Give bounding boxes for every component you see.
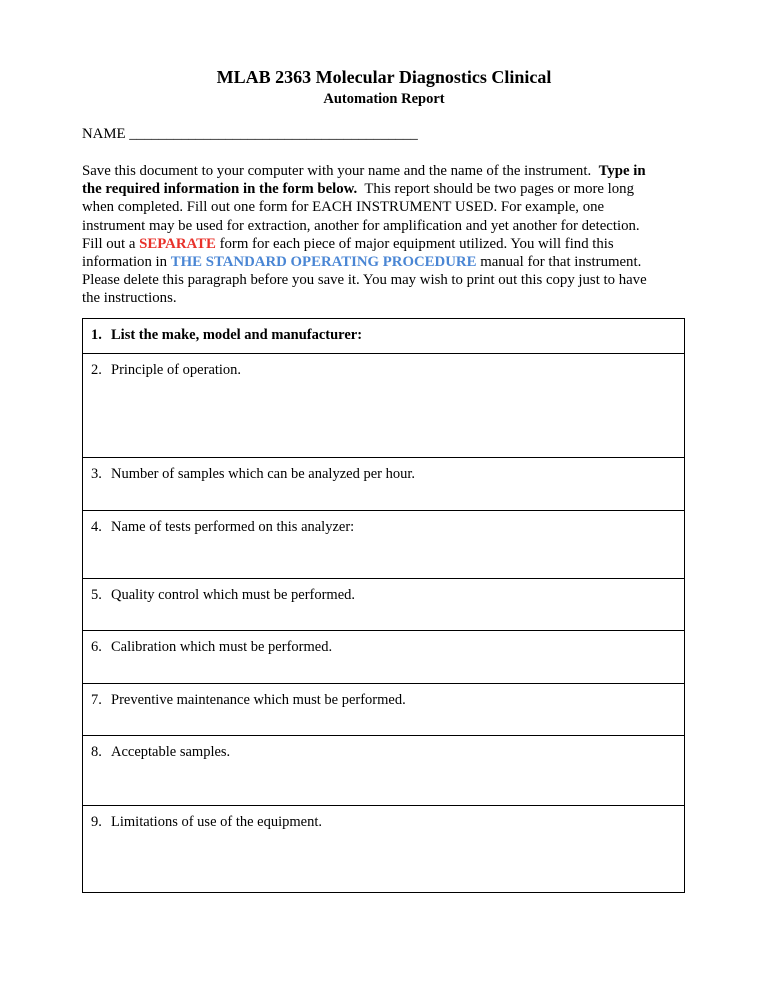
form-cell-preventive-maintenance[interactable]: 7. Preventive maintenance which must be performed.	[83, 684, 685, 736]
form-cell-acceptable-samples[interactable]: 8. Acceptable samples.	[83, 736, 685, 806]
separate-emphasis: SEPARATE	[139, 235, 216, 252]
form-cell-tests-performed[interactable]: 4. Name of tests performed on this analyzer:	[83, 511, 685, 579]
document-title: MLAB 2363 Molecular Diagnostics Clinical	[216, 67, 552, 87]
name-field[interactable]	[82, 125, 418, 143]
form-cell-quality-control[interactable]: 5. Quality control which must be performed.	[83, 579, 685, 631]
form-cell-principle[interactable]: 2. Principle of operation.	[83, 354, 685, 458]
instruction-line: the instructions.	[82, 290, 177, 307]
name-blank[interactable]: _______________________________________	[129, 126, 418, 142]
form-cell-limitations[interactable]: 9. Limitations of use of the equipment.	[83, 806, 685, 893]
form-row	[83, 579, 685, 631]
form-cell-samples-per-hour[interactable]: 3. Number of samples which can be analyzed per hour.	[83, 458, 685, 511]
instruction-line: information in THE STANDARD OPERATING PROCEDURE manual for that instrument.	[82, 254, 642, 271]
document-subtitle: Automation Report	[323, 91, 445, 107]
form-row	[83, 458, 685, 511]
form-row	[83, 354, 685, 458]
instruction-bold-text: the required information in the form below.	[82, 181, 358, 198]
instruction-line: the required information in the form below. This report should be two pages or more long	[82, 181, 634, 198]
form-row	[83, 631, 685, 684]
sop-emphasis: THE STANDARD OPERATING PROCEDURE	[170, 254, 477, 271]
form-row	[83, 806, 685, 893]
instructions-paragraph	[82, 162, 688, 308]
name-label: NAME	[82, 126, 126, 142]
form-row	[83, 319, 685, 354]
instruction-line: instrument may be used for extraction, another for amplification and yet another for detection.	[82, 217, 640, 234]
instruction-line: Please delete this paragraph before you save it. You may wish to print out this copy just to have	[82, 272, 647, 289]
form-cell-calibration[interactable]: 6. Calibration which must be performed.	[83, 631, 685, 684]
instruction-line: when completed. Fill out one form for EACH INSTRUMENT USED. For example, one	[82, 199, 605, 216]
form-cell-make-model[interactable]: 1. List the make, model and manufacturer:	[83, 319, 685, 354]
instruction-line: Save this document to your computer with your name and the name of the instrument. Type in	[82, 163, 646, 179]
form-row	[83, 736, 685, 806]
instrument-form-table	[82, 318, 685, 893]
instruction-bold-text: Type in	[598, 163, 646, 179]
form-row	[83, 684, 685, 736]
instruction-line: Fill out a SEPARATE form for each piece of major equipment utilized. You will find this	[82, 235, 614, 252]
form-row	[83, 511, 685, 579]
